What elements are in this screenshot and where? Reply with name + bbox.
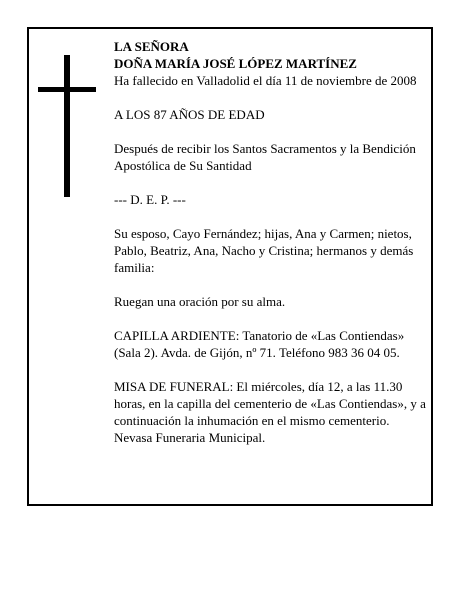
cross-horizontal-bar	[38, 87, 96, 92]
family-list: Su esposo, Cayo Fernández; hijas, Ana y Carmen; nietos, Pablo, Beatriz, Ana, Nacho y Cristina; hermanos y demás familia:	[114, 226, 414, 275]
cross-vertical-bar	[64, 55, 70, 197]
age-line: A LOS 87 AÑOS DE EDAD	[114, 107, 265, 122]
prayer-request: Ruegan una oración por su alma.	[114, 294, 286, 309]
death-notice: Ha fallecido en Valladolid el día 11 de noviembre de 2008	[114, 73, 417, 88]
rip-line: --- D. E. P. ---	[114, 192, 186, 207]
obituary-text	[114, 38, 430, 446]
sacraments-line: Después de recibir los Santos Sacramentos y la Bendición Apostólica de Su Santidad	[114, 141, 416, 173]
funeral-home: Nevasa Funeraria Municipal.	[114, 430, 266, 445]
deceased-name: DOÑA MARÍA JOSÉ LÓPEZ MARTÍNEZ	[114, 56, 357, 71]
funeral-mass-info: MISA DE FUNERAL: El miércoles, día 12, a las 11.30 horas, en la capilla del cementerio de «Las Contiendas», y a continuación la inhumación en el mismo cementerio.	[114, 379, 426, 428]
chapel-info: CAPILLA ARDIENTE: Tanatorio de «Las Contiendas» (Sala 2). Avda. de Gijón, nº 71. Teléfono 983 36 04 05.	[114, 328, 405, 360]
title-line: LA SEÑORA	[114, 39, 189, 54]
cross-icon	[38, 55, 96, 197]
